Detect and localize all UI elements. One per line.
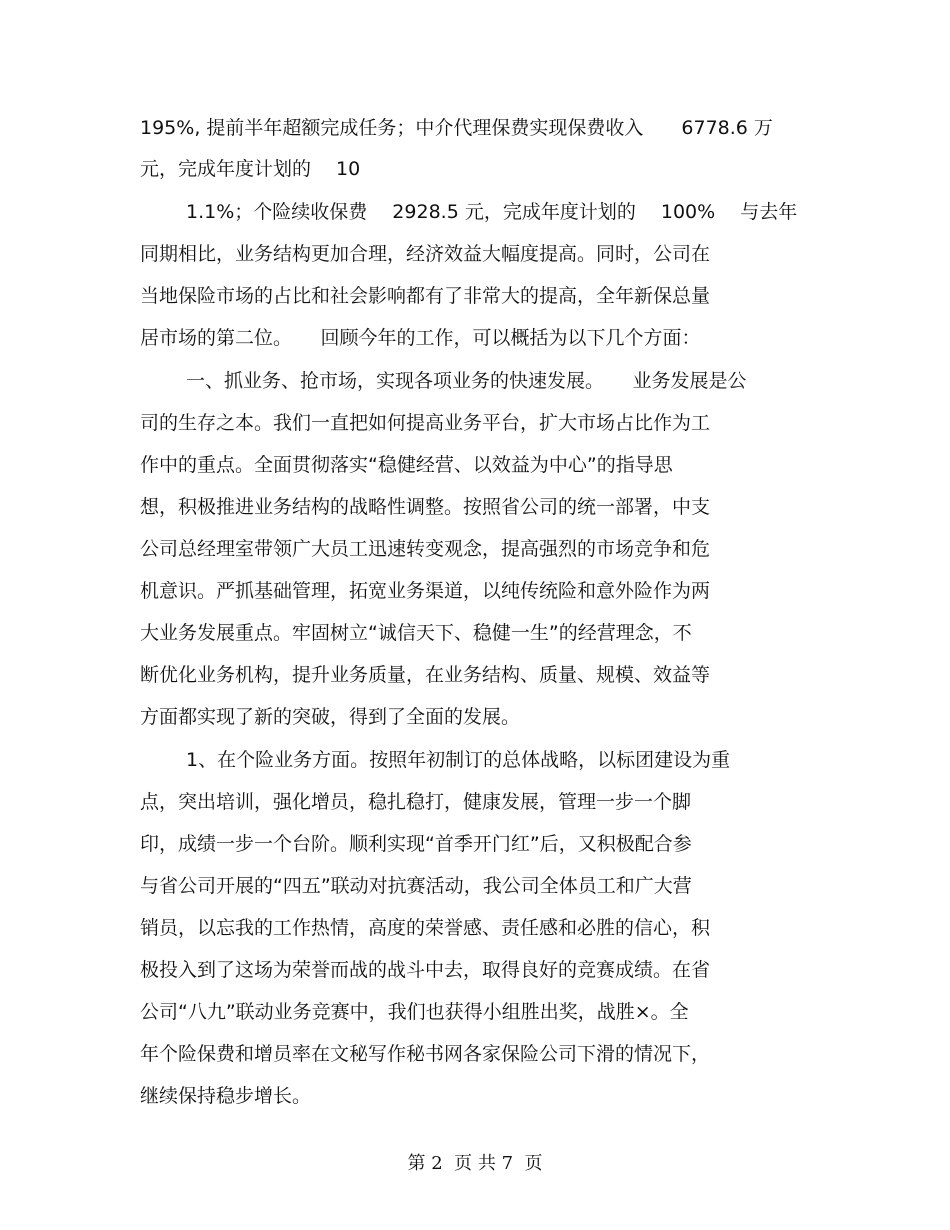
body-line-23: 年个险保费和增员率在文秘写作秘书网各家保险公司下滑的情况下， (140, 1043, 711, 1065)
body-line-4: 同期相比，业务结构更加合理，经济效益大幅度提高。同时，公司在 (140, 243, 711, 265)
body-line-19: 与省公司开展的“四五”联动对抗赛活动，我公司全体员工和广大营 (140, 875, 692, 897)
body-line-13: 大业务发展重点。牢固树立“诚信天下、稳健一生”的经营理念，不 (140, 622, 692, 644)
body-line-24: 继续保持稳步增长。 (140, 1085, 312, 1107)
body-line-2: 元，完成年度计划的 10 (140, 158, 361, 180)
body-line-5: 当地保险市场的占比和社会影响都有了非常大的提高，全年新保总量 (140, 285, 711, 307)
body-line-21: 极投入到了这场为荣誉而战的战斗中去，取得良好的竞赛成绩。在省 (140, 959, 711, 981)
body-line-8: 司的生存之本。我们一直把如何提高业务平台，扩大市场占比作为工 (140, 412, 711, 434)
body-line-15: 方面都实现了新的突破，得到了全面的发展。 (140, 706, 521, 728)
body-line-10: 想，积极推进业务结构的战略性调整。按照省公司的统一部署，中支 (140, 496, 711, 518)
page-number-footer: 第 2 页 共 7 页 (407, 1153, 543, 1174)
body-line-1: 195%, 提前半年超额完成任务；中介代理保费实现保费收入 6778.6 万 (140, 117, 773, 139)
body-line-6: 居市场的第二位。 回顾今年的工作，可以概括为以下几个方面： (140, 327, 701, 349)
body-line-9: 作中的重点。全面贯彻落实“稳健经营、以效益为中心”的指导思 (140, 454, 673, 476)
body-line-20: 销员，以忘我的工作热情，高度的荣誉感、责任感和必胜的信心，积 (140, 917, 711, 939)
body-line-11: 公司总经理室带领广大员工迅速转变观念，提高强烈的市场竞争和危 (140, 538, 711, 560)
subsection-heading-1: 1、在个险业务方面。按照年初制订的总体战略，以标团建设为重 (186, 749, 731, 771)
body-line-3: 1.1%；个险续收保费 2928.5 元，完成年度计划的 100% 与去年 (186, 201, 798, 223)
body-line-17: 点，突出培训，强化增员，稳扎稳打，健康发展，管理一步一个脚 (140, 791, 692, 813)
section-heading-1: 一、抓业务、抢市场，实现各项业务的快速发展。 业务发展是公 (186, 370, 747, 392)
body-line-22: 公司“八九”联动业务竞赛中，我们也获得小组胜出奖，战胜×。全 (140, 1001, 689, 1023)
body-line-18: 印，成绩一步一个台阶。顺利实现“首季开门红”后，又积极配合参 (140, 833, 692, 855)
body-line-14: 断优化业务机构，提升业务质量，在业务结构、质量、规模、效益等 (140, 664, 711, 686)
body-line-12: 机意识。严抓基础管理，拓宽业务渠道，以纯传统险和意外险作为两 (140, 580, 711, 602)
